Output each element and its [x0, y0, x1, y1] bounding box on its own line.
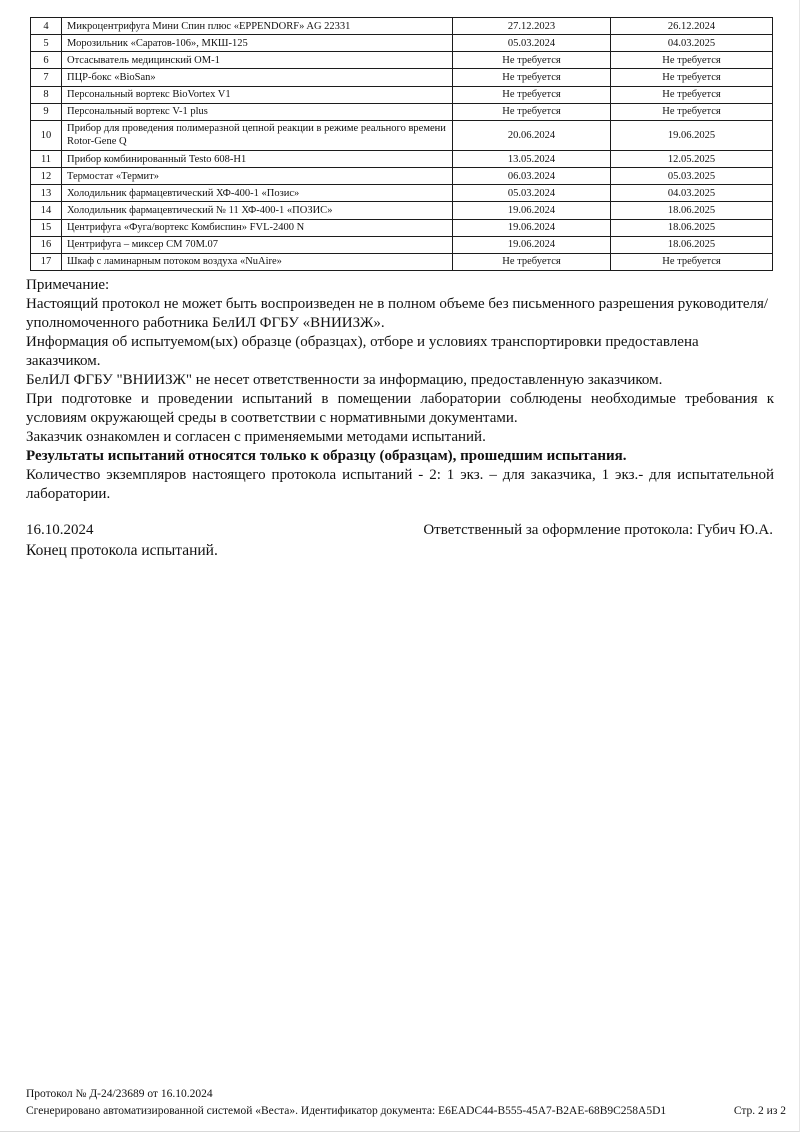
table-row — [31, 18, 773, 35]
table-row — [31, 103, 773, 120]
table-row — [31, 185, 773, 202]
table-row — [31, 86, 773, 103]
table-row — [31, 253, 773, 270]
row-number-cell: 16 — [31, 236, 62, 253]
notes-paragraphs — [26, 295, 774, 504]
table-row — [31, 151, 773, 168]
equipment-name-cell: Центрифуга «Фуга/вортекс Комбиспин» FVL-2400 N — [62, 219, 453, 236]
next-verification-date-cell: Не требуется — [611, 52, 773, 69]
row-number-cell: 11 — [31, 151, 62, 168]
equipment-name-cell: Термостат «Термит» — [62, 168, 453, 185]
equipment-name-cell: ПЦР-бокс «BioSan» — [62, 69, 453, 86]
verification-date-cell: Не требуется — [453, 52, 611, 69]
row-number-cell: 4 — [31, 18, 62, 35]
verification-date-cell: Не требуется — [453, 86, 611, 103]
equipment-name-cell: Морозильник «Саратов-106», МКШ-125 — [62, 35, 453, 52]
table-row — [31, 120, 773, 150]
verification-date-cell: Не требуется — [453, 103, 611, 120]
footer-generated-text: Сгенерировано автоматизированной системой «Веста». Идентификатор документа: E6EADC44-B555-45A7-B2AE-68B9C258A5D1 — [26, 1105, 667, 1117]
table-row — [31, 202, 773, 219]
signature-row — [26, 521, 773, 540]
table-row — [31, 69, 773, 86]
row-number-cell: 15 — [31, 219, 62, 236]
protocol-date: 16.10.2024 — [26, 521, 94, 538]
verification-date-cell: 27.12.2023 — [453, 18, 611, 35]
equipment-name-cell: Отсасыватель медицинский ОМ-1 — [62, 52, 453, 69]
equipment-name-cell: Холодильник фармацевтический № 11 ХФ-400-1 «ПОЗИС» — [62, 202, 453, 219]
next-verification-date-cell: 26.12.2024 — [611, 18, 773, 35]
next-verification-date-cell: 19.06.2025 — [611, 120, 773, 150]
notes-section — [26, 276, 774, 504]
next-verification-date-cell: 18.06.2025 — [611, 219, 773, 236]
row-number-cell: 9 — [31, 103, 62, 120]
next-verification-date-cell: Не требуется — [611, 103, 773, 120]
row-number-cell: 12 — [31, 168, 62, 185]
verification-date-cell: Не требуется — [453, 253, 611, 270]
table-row — [31, 236, 773, 253]
equipment-name-cell: Шкаф с ламинарным потоком воздуха «NuAire» — [62, 253, 453, 270]
row-number-cell: 14 — [31, 202, 62, 219]
verification-date-cell: 05.03.2024 — [453, 185, 611, 202]
responsible-person: Ответственный за оформление протокола: Губич Ю.А. — [423, 521, 773, 538]
verification-date-cell: 20.06.2024 — [453, 120, 611, 150]
next-verification-date-cell: 18.06.2025 — [611, 202, 773, 219]
table-row — [31, 35, 773, 52]
next-verification-date-cell: 18.06.2025 — [611, 236, 773, 253]
next-verification-date-cell: 05.03.2025 — [611, 168, 773, 185]
next-verification-date-cell: 12.05.2025 — [611, 151, 773, 168]
row-number-cell: 10 — [31, 120, 62, 150]
note-paragraph: БелИЛ ФГБУ "ВНИИЗЖ" не несет ответственности за информацию, предоставленную заказчиком. — [26, 371, 663, 388]
equipment-name-cell: Холодильник фармацевтический ХФ-400-1 «Позис» — [62, 185, 453, 202]
equipment-name-cell: Персональный вортекс BioVortex V1 — [62, 86, 453, 103]
verification-date-cell: 06.03.2024 — [453, 168, 611, 185]
verification-date-cell: 19.06.2024 — [453, 202, 611, 219]
row-number-cell: 17 — [31, 253, 62, 270]
next-verification-date-cell: Не требуется — [611, 253, 773, 270]
equipment-name-cell: Прибор комбинированный Testo 608-H1 — [62, 151, 453, 168]
equipment-table-body — [31, 18, 773, 271]
footer-page-number: Стр. 2 из 2 — [733, 1105, 786, 1117]
equipment-table — [30, 17, 773, 271]
page-footer — [26, 1086, 786, 1120]
table-row — [31, 168, 773, 185]
equipment-name-cell: Персональный вортекс V-1 plus — [62, 103, 453, 120]
next-verification-date-cell: Не требуется — [611, 86, 773, 103]
note-paragraph: Количество экземпляров настоящего протокола испытаний - 2: 1 экз. – для заказчика, 1 экз.- для испытательной лаборатории. — [26, 466, 774, 502]
note-paragraph: При подготовке и проведении испытаний в помещении лаборатории соблюдены необходимые требования к условиям окружающей среды в соответствии с нормативными документами. — [26, 390, 774, 426]
equipment-name-cell: Центрифуга – миксер СМ 70М.07 — [62, 236, 453, 253]
table-row — [31, 52, 773, 69]
equipment-name-cell: Микроцентрифуга Мини Спин плюс «EPPENDORF» AG 22331 — [62, 18, 453, 35]
row-number-cell: 13 — [31, 185, 62, 202]
row-number-cell: 5 — [31, 35, 62, 52]
verification-date-cell: Не требуется — [453, 69, 611, 86]
next-verification-date-cell: 04.03.2025 — [611, 35, 773, 52]
equipment-name-cell: Прибор для проведения полимеразной цепной реакции в режиме реального времени Rotor-Gene Q — [62, 120, 453, 150]
notes-title: Примечание: — [26, 276, 110, 293]
next-verification-date-cell: 04.03.2025 — [611, 185, 773, 202]
row-number-cell: 6 — [31, 52, 62, 69]
verification-date-cell: 19.06.2024 — [453, 236, 611, 253]
note-paragraph: Настоящий протокол не может быть воспроизведен не в полном объеме без письменного разрешения руководителя/уполномоченного работника БелИЛ ФГБУ «ВНИИЗЖ». — [26, 295, 769, 331]
footer-protocol-number: Протокол № Д-24/23689 от 16.10.2024 — [26, 1088, 213, 1100]
note-paragraph: Заказчик ознакомлен и согласен с применяемыми методами испытаний. — [26, 428, 486, 445]
row-number-cell: 7 — [31, 69, 62, 86]
verification-date-cell: 13.05.2024 — [453, 151, 611, 168]
note-paragraph: Результаты испытаний относятся только к образцу (образцам), прошедшим испытания. — [26, 447, 627, 464]
row-number-cell: 8 — [31, 86, 62, 103]
verification-date-cell: 05.03.2024 — [453, 35, 611, 52]
table-row — [31, 219, 773, 236]
note-paragraph: Информация об испытуемом(ых) образце (образцах), отборе и условиях транспортировки предоставлена заказчиком. — [26, 333, 699, 369]
end-of-protocol: Конец протокола испытаний. — [26, 541, 218, 559]
next-verification-date-cell: Не требуется — [611, 69, 773, 86]
verification-date-cell: 19.06.2024 — [453, 219, 611, 236]
